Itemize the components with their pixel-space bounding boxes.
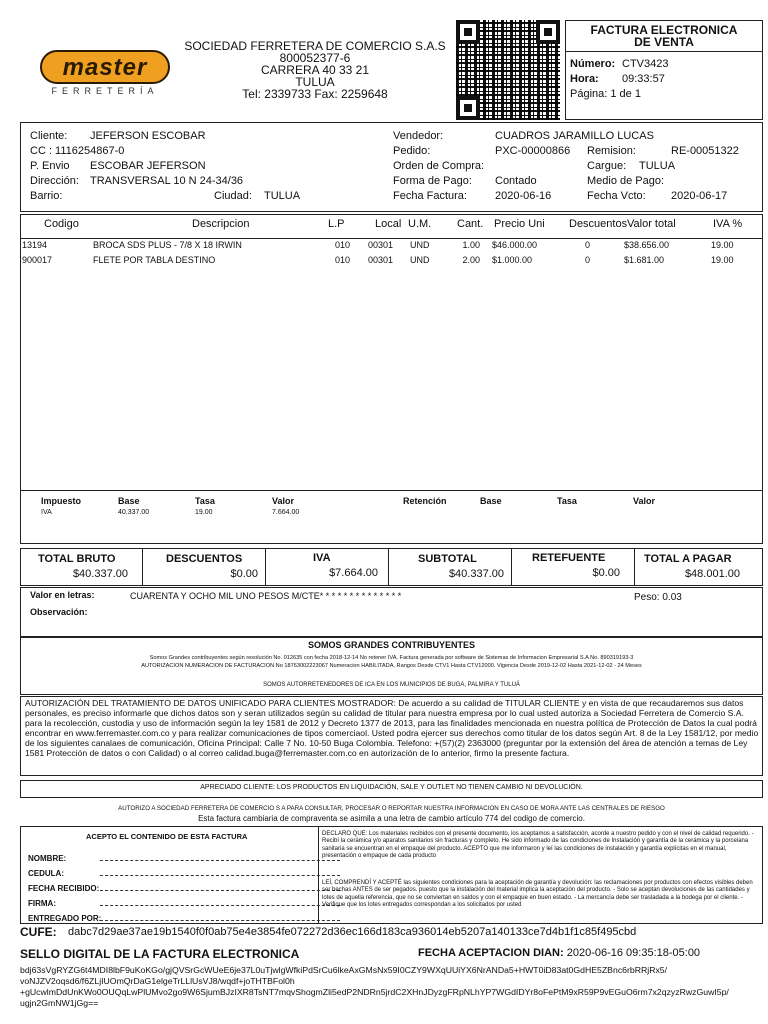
sello-line4: ugjn2GmNW1jGg== bbox=[20, 998, 99, 1008]
col-lp: L.P bbox=[328, 218, 345, 230]
company-city: TULUA bbox=[295, 75, 335, 89]
retefuente-label: RETEFUENTE bbox=[532, 552, 606, 564]
client-address: TRANSVERSAL 10 N 24-34/36 bbox=[90, 175, 244, 187]
table-row bbox=[0, 240, 768, 252]
declaro-text: DECLARO QUE: Los materiales recibidos con el presente documento, los aceptamos a satisfacción, acorde a nuestro pedido y con el nivel de calidad requerido. - Recibí la cerámica y/o aparatos sanitarios sin fracturas y completo. He sido informado de las condiciones de Instalación y garantía de la cerámica y la porcelana sanitaria se encuentran en el empaque del producto. ACEPTO que me informaron y leí las condiciones de instalación y garantía explícitas en el manual, presentación o empaque de cada producto bbox=[322, 831, 754, 860]
acepto-title: ACEPTO EL CONTENIDO DE ESTA FACTURA bbox=[86, 832, 248, 841]
sello-text bbox=[20, 965, 765, 1009]
fecha-factura-label: Fecha Factura: bbox=[393, 190, 467, 202]
cell-lp: 010 bbox=[335, 240, 351, 250]
cell-local: 00301 bbox=[368, 240, 394, 250]
total-pagar: $48.001.00 bbox=[684, 568, 740, 580]
fecha-recibido-field[interactable] bbox=[100, 890, 340, 891]
client-name: JEFERSON ESCOBAR bbox=[90, 130, 206, 142]
tax-impuesto: IVA bbox=[41, 509, 52, 516]
firma-label: FIRMA: bbox=[28, 899, 56, 908]
contribuyentes-line2: AUTORIZACION NUMERACION DE FACTURACION No 18763002223067 Numeracion HABILITADA, Rangos Desde CTV1 Hasta CTV12000. Vigencia Desde 2019-12-02 Hasta 2021-12-02 - 24 Meses bbox=[141, 663, 642, 669]
cell-um: UND bbox=[410, 240, 430, 250]
signature-block bbox=[28, 851, 340, 926]
cliente-label: Cliente: bbox=[30, 130, 68, 142]
tax-valor: 7.664.00 bbox=[272, 509, 300, 516]
cell-codigo: 900017 bbox=[22, 255, 53, 265]
aceptacion-label: FECHA ACEPTACION DIAN: bbox=[418, 947, 564, 959]
entregado-label: ENTREGADO POR: bbox=[28, 914, 102, 923]
client-cc: CC : 1116254867-0 bbox=[30, 145, 125, 157]
col-descripcion: Descripcion bbox=[192, 218, 250, 230]
autorizo-text: AUTORIZO A SOCIEDAD FERRETERA DE COMERCIO S A PARA CONSULTAR, PROCESAR O REPORTAR NUESTRA INFORMACION EN CASO DE MORA ANTE LAS CENTRALES DE RIESGO bbox=[118, 805, 665, 812]
total-bruto: $40.337.00 bbox=[72, 568, 128, 580]
tax-col-valor: Valor bbox=[272, 496, 295, 506]
fecha-vcto-label: Fecha Vcto: bbox=[587, 190, 646, 202]
sello-line3: +gUcwlmDdUnKWo0OUQqLwPlUMvo2go9W6SjumBJzIXR8TsNT7mqvShogmZli5edP2NDRn5jrdC2XHnJDyzgFRpNLhYP7WGdIDYr8oFePtM9xR59P9vEGuO6rm7x2qzyzRwzGuwI5p/ bbox=[20, 987, 729, 997]
forma-value: Contado bbox=[495, 175, 537, 187]
ret-col-valor: Valor bbox=[633, 496, 656, 506]
col-um: U.M. bbox=[408, 218, 432, 230]
nombre-field[interactable] bbox=[100, 860, 340, 861]
peso-value: Peso: 0.03 bbox=[634, 592, 682, 603]
contribuyentes-line1: Somos Grandes contribuyentes según resolución No. 012635 con fecha 2018-12-14 No retener IVA. Factura generada por software de Sistemas de Informacion Empresarial S.A No. 890319193-3 bbox=[149, 655, 634, 661]
barrio-label: Barrio: bbox=[30, 190, 63, 202]
col-precio: Precio Uni bbox=[494, 218, 545, 230]
cargue-label: Cargue: bbox=[587, 160, 627, 172]
total-pagar-label: TOTAL A PAGAR bbox=[644, 553, 732, 565]
cell-cant: 2.00 bbox=[462, 255, 480, 265]
nombre-label: NOMBRE: bbox=[28, 854, 67, 863]
pedido-label: Pedido: bbox=[393, 145, 431, 157]
items-header bbox=[0, 218, 768, 232]
qr-finder-icon bbox=[456, 96, 480, 120]
tax-header bbox=[0, 496, 768, 508]
qr-finder-icon bbox=[536, 20, 560, 44]
cufe-label: CUFE: bbox=[20, 925, 57, 939]
cell-valor-total: $38.656.00 bbox=[624, 240, 670, 250]
observacion-label: Observación: bbox=[30, 607, 88, 617]
cambiaria-text: Esta factura cambiaria de compraventa se asimila a una letra de cambio artículo 774 del codigo de comercio. bbox=[198, 814, 585, 823]
pedido-number: PXC-00000866 bbox=[495, 145, 571, 157]
cedula-field[interactable] bbox=[100, 875, 340, 876]
company-address: CARRERA 40 33 21 bbox=[260, 63, 370, 77]
cell-descuentos: 0 bbox=[585, 240, 591, 250]
qr-code bbox=[456, 20, 560, 120]
tax-col-tasa: Tasa bbox=[195, 496, 215, 506]
col-codigo: Codigo bbox=[44, 218, 79, 230]
autorizacion-text: AUTORIZACIÓN DEL TRATAMIENTO DE DATOS UNIFICADO PARA CLIENTES MOSTRADOR: De acuerdo a su calidad de TITULAR CLIENTE y en vista de que recaudaremos sus datos personales, es preciso informarle que dichos datos son y seran utilizados según su calidad de titular para nuestra empresa por lo cual usted autoriza a Sociedad Ferretera de Comercio S.A. para la recolección, custodia y uso de información según la ley 1581 de 2012 y Decreto 1377 de 2013, para las finalidades mencionada en nuestra política de Protección de Datos la cual podrá encontrar en www.ferremaster.com.co y para realizar comunicaciones de tipos comerciaol. Usted podra ejercer sus derechos como titular de los datos según Art. 8 de la Ley 1581/12, por medio de los siguientes canalaes de comunicación, Oficina Principal: Calle 7 No. 10-50 Buga Colombia. Telefono: +(57)(2) 2363000 (preguntar por la extensión del área de atención a temas de Ley 1581 Protección de datos o con Calidad) o al correo calidad.buga@ferremaster.com.co en autorización de lo anterior, firmo la presente factura. bbox=[25, 698, 759, 758]
cell-precio: $1.000.00 bbox=[492, 255, 533, 265]
col-local: Local bbox=[375, 218, 402, 230]
ciudad-label: Ciudad: bbox=[214, 190, 252, 202]
total-bruto-label: TOTAL BRUTO bbox=[38, 553, 116, 565]
letras-label: Valor en letras: bbox=[30, 590, 95, 600]
remision-label: Remision: bbox=[587, 145, 636, 157]
cell-descripcion: BROCA SDS PLUS - 7/8 X 18 IRWIN bbox=[93, 240, 242, 250]
col-iva: IVA % bbox=[713, 218, 743, 230]
fecha-factura: 2020-06-16 bbox=[495, 190, 552, 202]
contribuyentes-text bbox=[20, 654, 763, 670]
descuentos-label: DESCUENTOS bbox=[166, 553, 243, 565]
numero-label: Número: bbox=[570, 58, 616, 70]
sello-label: SELLO DIGITAL DE LA FACTURA ELECTRONICA bbox=[20, 947, 300, 961]
vendedor-label: Vendedor: bbox=[393, 130, 444, 142]
cell-cant: 1.00 bbox=[462, 240, 480, 250]
apreciado-text: APRECIADO CLIENTE: LOS PRODUCTOS EN LIQUIDACIÓN, SALE Y OUTLET NO TIENEN CAMBIO NI DEVOLUCIÓN. bbox=[200, 784, 583, 791]
cell-lp: 010 bbox=[335, 255, 351, 265]
hora-label: Hora: bbox=[570, 73, 599, 85]
retefuente-total: $0.00 bbox=[592, 567, 620, 579]
ret-col-retencion: Retención bbox=[403, 496, 447, 506]
cell-descuentos: 0 bbox=[585, 255, 591, 265]
logo-subtitle: FERRETERÍA bbox=[51, 86, 159, 96]
invoice-title-line2: DE VENTA bbox=[634, 35, 694, 49]
company-phone: Tel: 2339733 Fax: 2259648 bbox=[242, 87, 388, 101]
ret-col-base: Base bbox=[480, 496, 502, 506]
company-logo bbox=[40, 50, 170, 84]
cell-precio: $46.000.00 bbox=[492, 240, 538, 250]
invoice-time: 09:33:57 bbox=[622, 73, 665, 85]
letras-value: CUARENTA Y OCHO MIL UNO PESOS M/CTE* * * * * * * * * * * * * * bbox=[130, 591, 402, 601]
fecha-vcto: 2020-06-17 bbox=[671, 190, 728, 202]
entregado-field[interactable] bbox=[100, 920, 340, 921]
logo-text: master bbox=[62, 54, 148, 81]
lei-text: LEÍ, COMPRENDÍ Y ACEPTÉ las siguientes condiciones para la aceptación de garantía y devolución: las reclamaciones por productos con efectos visibles deben ser hechas ANTES de ser pegados. puesto que la instalación del material implica la aceptación del producto. - Solo se aceptan devoluciones de las cantidades y lotes de aquella referencia, que no se conviertan en saldos y con el empaque en buen estado. - La mercancía debe ser trasladada a la bodega por el cliente. - Verifique que los lotes entregados correspondan a los solicitados por usted bbox=[322, 880, 753, 909]
invoice-title bbox=[566, 24, 762, 48]
orden-label: Orden de Compra: bbox=[393, 160, 485, 172]
cargue-value: TULUA bbox=[639, 160, 676, 172]
qr-finder-icon bbox=[456, 20, 480, 44]
sello-line1: bdj63sVgRYZG6t4MDI8lbF9uKoKGo/gjQVSrGcWUeE6je37L0uTjwlgWfkiPdSrCu6lkeAxGMsNx59I0CZY9WXqUUiYX6NrANDa5+HWT0iD83at0GdHE5ZBnc6rbRRjRx5/ bbox=[20, 965, 668, 975]
cell-iva: 19.00 bbox=[711, 240, 734, 250]
contribuyentes-title: SOMOS GRANDES CONTRIBUYENTES bbox=[307, 640, 475, 650]
col-valor-total: Valor total bbox=[627, 218, 676, 230]
company-nit: 800052377-6 bbox=[279, 51, 351, 65]
subtotal-total: $40.337.00 bbox=[448, 568, 504, 580]
tax-col-base: Base bbox=[118, 496, 140, 506]
forma-label: Forma de Pago: bbox=[393, 175, 472, 187]
descuentos-total: $0.00 bbox=[230, 568, 258, 580]
company-info bbox=[180, 40, 450, 100]
direccion-label: Dirección: bbox=[30, 175, 79, 187]
invoice-title-line1: FACTURA ELECTRONICA bbox=[590, 23, 738, 37]
penvio-label: P. Envio bbox=[30, 160, 70, 172]
cell-codigo: 13194 bbox=[22, 240, 48, 250]
ret-col-tasa: Tasa bbox=[557, 496, 577, 506]
col-descuentos: Descuentos bbox=[569, 218, 628, 230]
cedula-label: CEDULA: bbox=[28, 869, 64, 878]
invoice-number-box bbox=[565, 20, 763, 120]
table-row bbox=[0, 255, 768, 267]
medio-label: Medio de Pago: bbox=[587, 175, 665, 187]
subtotal-label: SUBTOTAL bbox=[418, 553, 477, 565]
invoice-number: CTV3423 bbox=[622, 58, 669, 70]
cufe-value: dabc7d29ae37ae19b1540f0f0ab75e4e3854fe072272d36ec166d183ca936014eb5207a140133ce7d4b1f1c85f495cbd bbox=[68, 926, 637, 938]
company-name: SOCIEDAD FERRETERA DE COMERCIO S.A.S bbox=[184, 39, 446, 53]
client-city: TULUA bbox=[264, 190, 301, 202]
page-number: Página: 1 de 1 bbox=[570, 88, 641, 100]
cell-iva: 19.00 bbox=[711, 255, 734, 265]
cell-descripcion: FLETE POR TABLA DESTINO bbox=[93, 255, 216, 265]
tax-row bbox=[0, 509, 768, 519]
fecha-recibido-label: FECHA RECIBIDO: bbox=[28, 884, 100, 893]
tax-tasa: 19.00 bbox=[195, 509, 213, 516]
sello-line2: voNJZV2oqsd6/f6ZLjIUOmQrDaG1elgeTrLLlUsVJ8/wqdf+joTHTBFol0h bbox=[20, 976, 295, 986]
firma-field[interactable] bbox=[100, 905, 340, 906]
contribuyentes-line3: SOMOS AUTORRETENEDORES DE ICA EN LOS MUNICIPIOS DE BUGA, PALMIRA Y TULUÁ bbox=[263, 682, 520, 688]
cell-local: 00301 bbox=[368, 255, 394, 265]
tax-base: 40.337.00 bbox=[118, 509, 150, 516]
tax-col-impuesto: Impuesto bbox=[41, 496, 82, 506]
client-penvio: ESCOBAR JEFERSON bbox=[90, 160, 206, 172]
cell-um: UND bbox=[410, 255, 430, 265]
vendedor-name: CUADROS JARAMILLO LUCAS bbox=[495, 130, 654, 142]
col-cant: Cant. bbox=[457, 218, 484, 230]
cell-valor-total: $1.681.00 bbox=[624, 255, 665, 265]
iva-total: $7.664.00 bbox=[329, 567, 378, 579]
aceptacion-block bbox=[418, 947, 700, 959]
aceptacion-value: 2020-06-16 09:35:18-05:00 bbox=[566, 947, 701, 959]
iva-label: IVA bbox=[313, 552, 331, 564]
remision-number: RE-00051322 bbox=[671, 145, 739, 157]
